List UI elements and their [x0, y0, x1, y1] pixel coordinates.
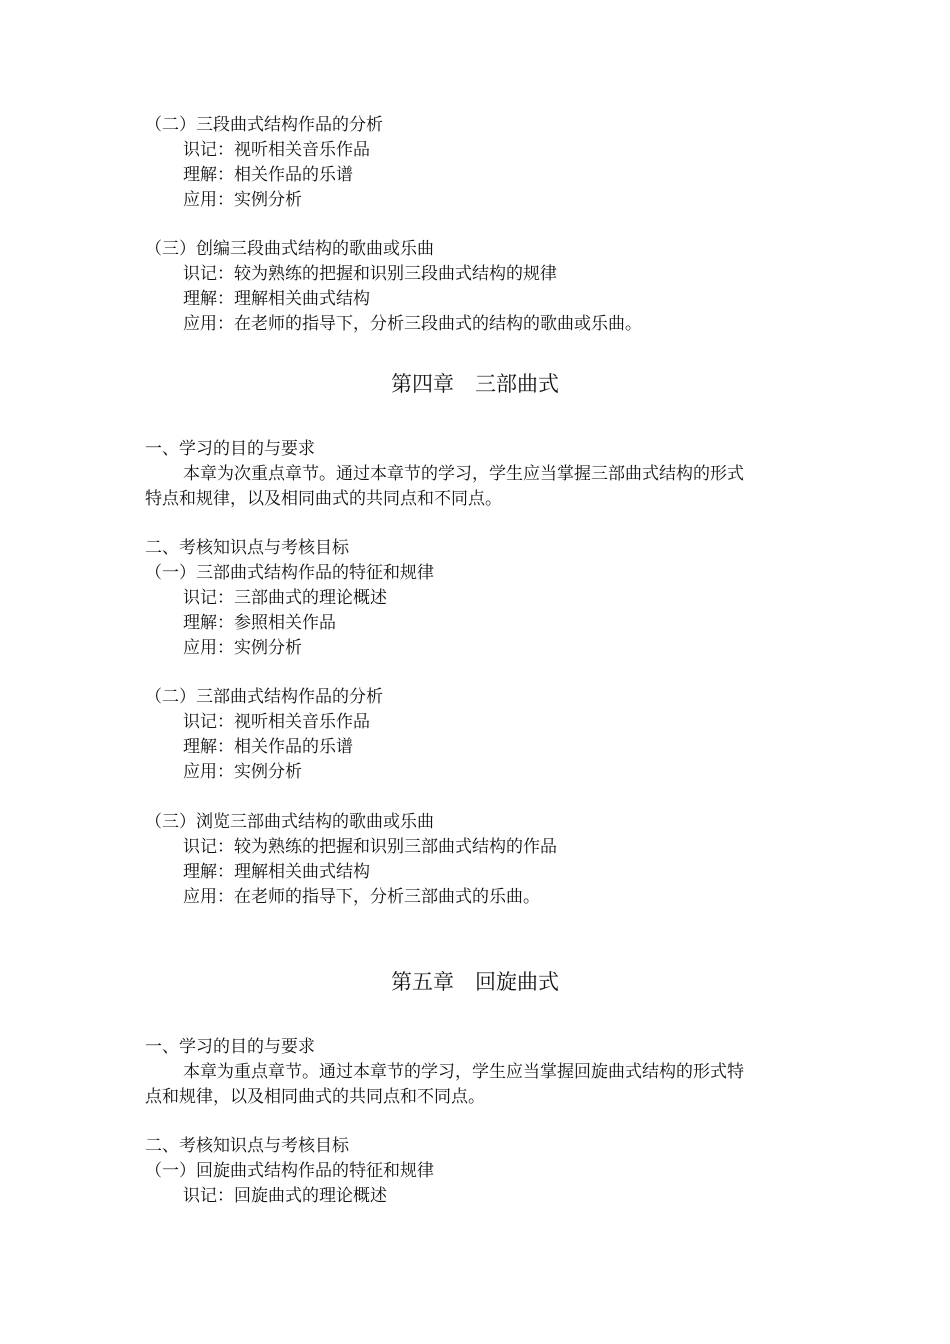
item-memorize: 识记：较为熟练的把握和识别三部曲式结构的作品 [183, 837, 557, 857]
item-memorize: 识记：视听相关音乐作品 [183, 140, 370, 160]
subsection-heading: （三）创编三段曲式结构的歌曲或乐曲 [145, 239, 434, 259]
paragraph-line: 本章为次重点章节。通过本章节的学习，学生应当掌握三部曲式结构的形式 [183, 464, 744, 484]
chapter-title: 第五章 回旋曲式 [391, 970, 559, 994]
section-heading: 一、学习的目的与要求 [145, 439, 315, 459]
item-understand: 理解：参照相关作品 [183, 613, 336, 633]
paragraph-line: 特点和规律，以及相同曲式的共同点和不同点。 [145, 489, 502, 509]
item-apply: 应用：在老师的指导下，分析三段曲式的结构的歌曲或乐曲。 [183, 314, 642, 334]
subsection-heading: （一）三部曲式结构作品的特征和规律 [145, 563, 434, 583]
paragraph-line: 本章为重点章节。通过本章节的学习，学生应当掌握回旋曲式结构的形式特 [183, 1062, 744, 1082]
item-apply: 应用：实例分析 [183, 638, 302, 658]
item-understand: 理解：相关作品的乐谱 [183, 737, 353, 757]
item-apply: 应用：实例分析 [183, 762, 302, 782]
item-memorize: 识记：三部曲式的理论概述 [183, 588, 387, 608]
item-understand: 理解：理解相关曲式结构 [183, 289, 370, 309]
item-memorize: 识记：较为熟练的把握和识别三段曲式结构的规律 [183, 264, 557, 284]
subsection-heading: （二）三部曲式结构作品的分析 [145, 687, 383, 707]
item-apply: 应用：实例分析 [183, 190, 302, 210]
item-memorize: 识记：视听相关音乐作品 [183, 712, 370, 732]
section-heading: 二、考核知识点与考核目标 [145, 1136, 349, 1156]
chapter-title: 第四章 三部曲式 [391, 372, 559, 396]
subsection-heading: （一）回旋曲式结构作品的特征和规律 [145, 1161, 434, 1181]
item-understand: 理解：相关作品的乐谱 [183, 165, 353, 185]
subsection-heading: （二）三段曲式结构作品的分析 [145, 115, 383, 135]
item-understand: 理解：理解相关曲式结构 [183, 862, 370, 882]
section-heading: 一、学习的目的与要求 [145, 1037, 315, 1057]
section-heading: 二、考核知识点与考核目标 [145, 538, 349, 558]
subsection-heading: （三）浏览三部曲式结构的歌曲或乐曲 [145, 812, 434, 832]
item-apply: 应用：在老师的指导下，分析三部曲式的乐曲。 [183, 887, 540, 907]
paragraph-line: 点和规律，以及相同曲式的共同点和不同点。 [145, 1087, 485, 1107]
item-memorize: 识记：回旋曲式的理论概述 [183, 1186, 387, 1206]
